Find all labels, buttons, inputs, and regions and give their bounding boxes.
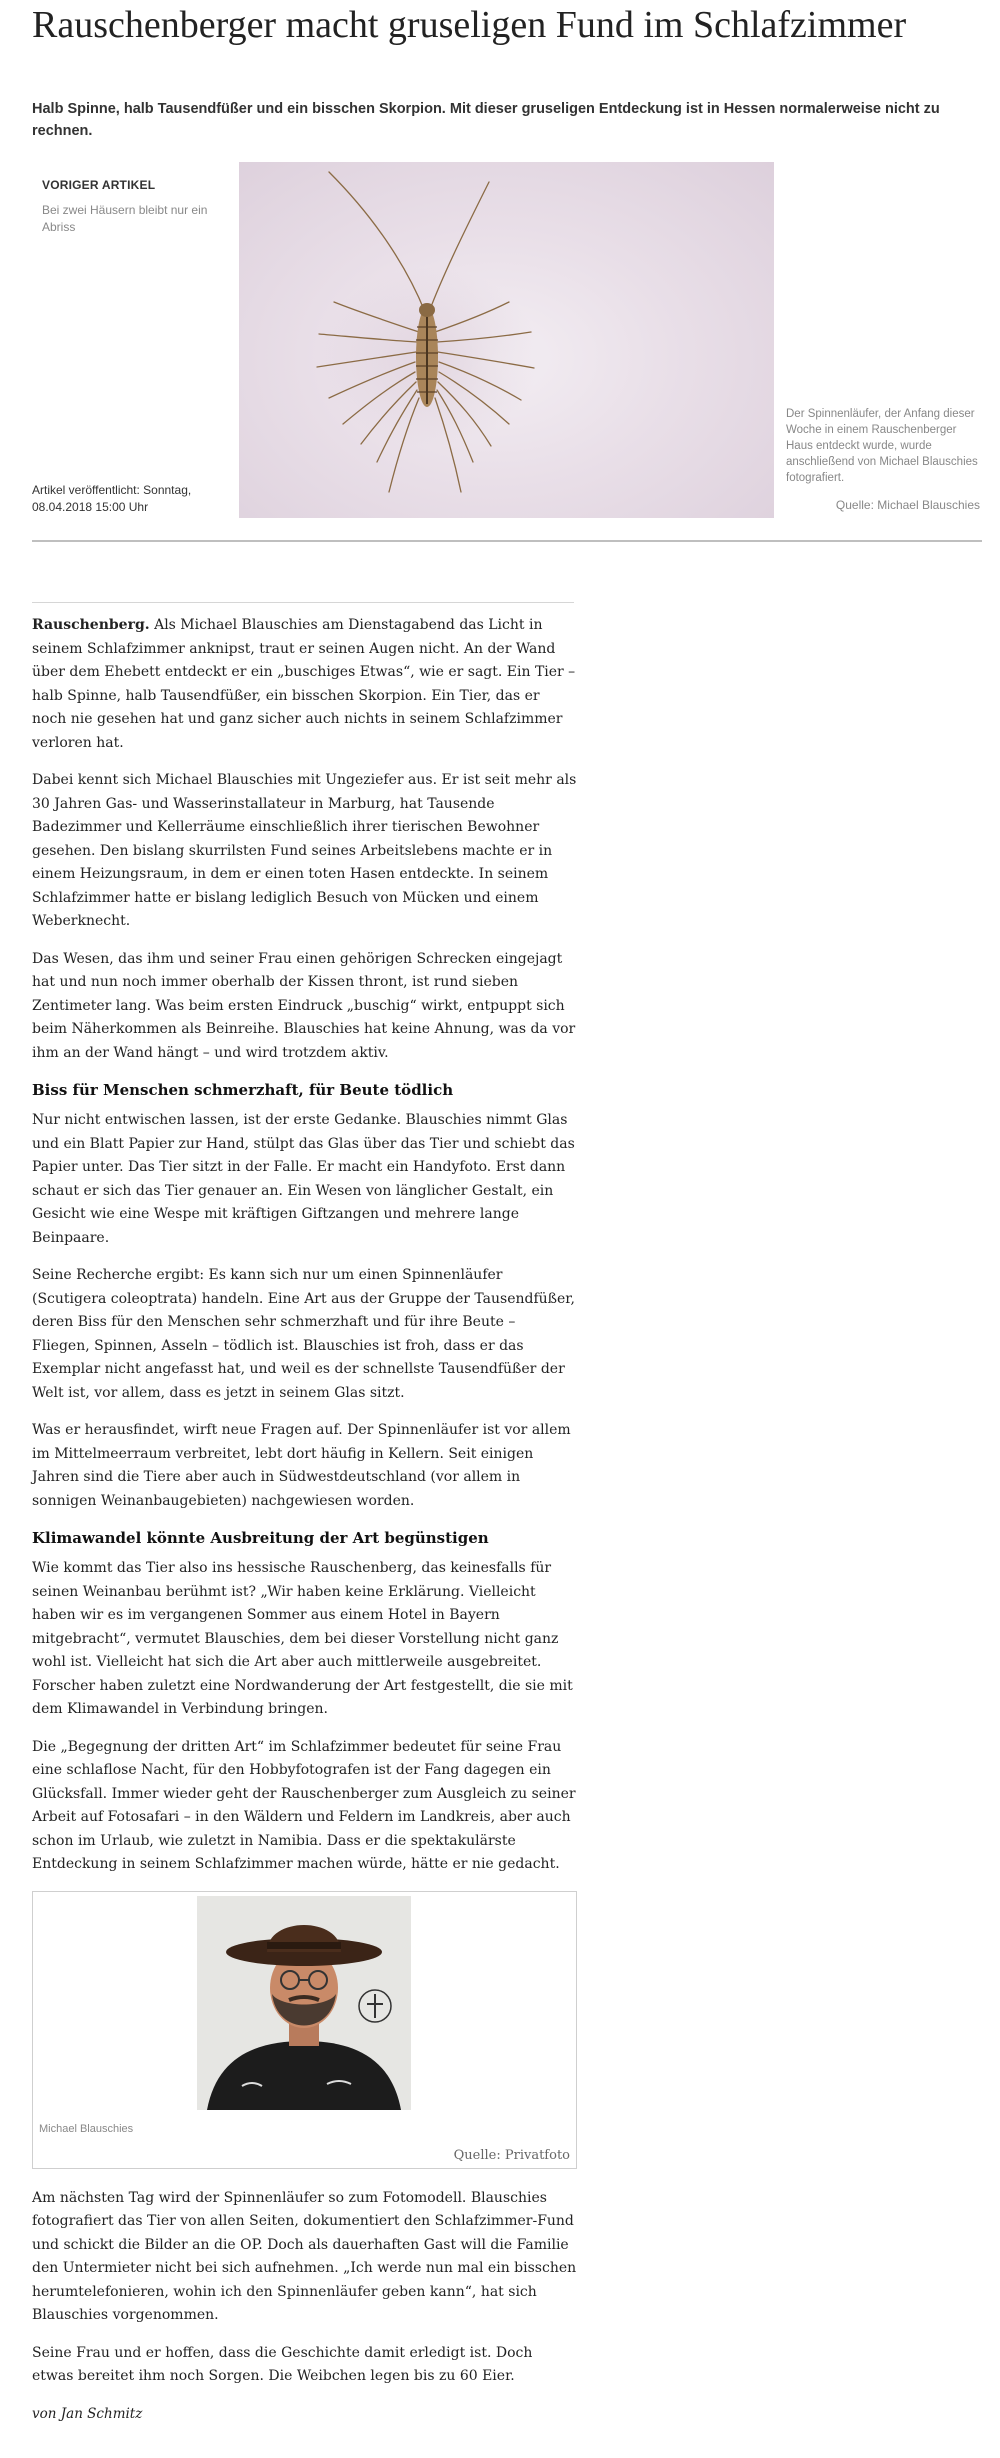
section-heading: Biss für Menschen schmerzhaft, für Beute tödlich	[32, 1081, 454, 1099]
dateline: Rauschenberg.	[32, 617, 150, 633]
divider	[32, 540, 982, 542]
paragraph: Das Wesen, das ihm und seiner Frau einen gehörigen Schrecken eingejagt hat und nun noch immer oberhalb der Kissen thront, ist rund sieben Zentimeter lang. Was beim ersten Eindruck „buschig“ wirkt, entpuppt sich beim Näherkommen als Beinreihe. Blauschies hat keine Ahnung, was da vor ihm an der Wand hängt – und wird trotzdem aktiv.	[32, 950, 576, 1061]
centipede-illustration	[239, 162, 774, 518]
paragraph: Was er herausfindet, wirft neue Fragen auf. Der Spinnenläufer ist vor allem im Mittelmeerraum verbreitet, lebt dort häufig in Kellern. Seit einigen Jahren sind die Tiere aber auch in Südwestdeutschland (vor allem in sonnigen Weinanbaugebieten) nachgewiesen worden.	[32, 1422, 571, 1509]
paragraph: Nur nicht entwischen lassen, ist der erste Gedanke. Blauschies nimmt Glas und ein Blatt Papier zur Hand, stülpt das Glas über das Tier und schiebt das Papier unter. Das Tier sitzt in der Falle. Er macht ein Handyfoto. Erst dann schaut er sich das Tier genauer an. Ein Wesen von länglicher Gestalt, ein Gesicht wie eine Wespe mit kräftigen Giftzangen und mehrere lange Beinpaare.	[32, 1112, 575, 1246]
publication-date: Artikel veröffentlicht: Sonntag, 08.04.2018 15:00 Uhr	[32, 483, 192, 514]
previous-article-link[interactable]	[42, 178, 212, 236]
paragraph: Seine Recherche ergibt: Es kann sich nur um einen Spinnenläufer (Scutigera coleoptrata) handeln. Eine Art aus der Gruppe der Tausendfüßer, deren Biss für den Menschen sehr schmerzhaft und für ihre Beute – Fliegen, Spinnen, Asseln – tödlich ist. Blauschies ist froh, dass er das Exemplar nicht angefasst hat, und weil es der schnellste Tausendfüßer der Welt ist, vor allem, dass es jetzt in seinem Glas sitzt.	[32, 1267, 575, 1401]
previous-article-label: VORIGER ARTIKEL	[42, 178, 156, 192]
paragraph: Am nächsten Tag wird der Spinnenläufer so zum Fotomodell. Blauschies fotografiert das Tier von allen Seiten, dokumentiert den Schlafzimmer-Fund und schickt die Bilder an die OP. Doch als dauerhaften Gast will die Familie den Untermieter nicht bei sich aufnehmen. „Ich werde nun mal ein bisschen herumtelefonieren, wohin ich den Spinnenläufer geben kann“, hat sich Blauschies vorgenommen.	[32, 2189, 577, 2323]
figure-caption: Michael Blauschies	[39, 2122, 134, 2135]
page-title: Rauschenberger macht gruseligen Fund im Schlafzimmer	[32, 4, 907, 46]
hero-image-source: Quelle: Michael Blauschies	[835, 498, 980, 512]
section-heading: Klimawandel könnte Ausbreitung der Art begünstigen	[32, 1529, 489, 1547]
inline-figure	[32, 1891, 577, 2169]
hero-image-caption: Der Spinnenläufer, der Anfang dieser Woche in einem Rauschenberger Haus entdeckt wurde, wurde anschließend von Michael Blauschies fotografiert.	[786, 408, 978, 484]
figure-source: Quelle: Privatfoto	[453, 2147, 570, 2163]
previous-article-title[interactable]: Bei zwei Häusern bleibt nur ein Abriss	[42, 203, 208, 234]
paragraph: Dabei kennt sich Michael Blauschies mit Ungeziefer aus. Er ist seit mehr als 30 Jahren Gas- und Wasserinstallateur in Marburg, hat Tausende Badezimmer und Kellerräume einschließlich ihrer tierischen Bewohner gesehen. Den bislang skurrilsten Fund seines Arbeitslebens machte er in einem Heizungsraum, in dem er einen toten Hasen entdeckte. In seinem Schlafzimmer hatte er bislang lediglich Besuch von Mücken und einem Weberknecht.	[32, 772, 577, 929]
paragraph: Die „Begegnung der dritten Art“ im Schlafzimmer bedeutet für seine Frau eine schlaflose Nacht, für den Hobbyfotografen ist der Fang dagegen ein Glücksfall. Immer wieder geht der Rauschenberger zum Ausgleich zu seiner Arbeit auf Fotosafari – in den Wäldern und Feldern im Landkreis, aber auch schon im Urlaub, wie zuletzt in Namibia. Dass er die spektakulärste Entdeckung in seinem Schlafzimmer machen würde, hätte er nie gedacht.	[32, 1738, 576, 1872]
article-lead: Halb Spinne, halb Tausendfüßer und ein bisschen Skorpion. Mit dieser gruseligen Entdeckung ist in Hessen normalerweise nicht zu rechnen.	[32, 101, 940, 139]
divider	[32, 602, 574, 603]
hero-image-centipede	[239, 162, 774, 518]
paragraph: Rauschenberg. Als Michael Blauschies am Dienstagabend das Licht in seinem Schlafzimmer anknipst, traut er seinen Augen nicht. An der Wand über dem Ehebett entdeckt er ein „buschiges Etwas“, wie er sagt. Ein Tier – halb Spinne, halb Tausendfüßer, ein bisschen Skorpion. Ein Tier, das er noch nie gesehen hat und ganz sicher auch nichts in seinem Schlafzimmer verloren hat.	[32, 617, 576, 751]
paragraph: Seine Frau und er hoffen, dass die Geschichte damit erledigt ist. Doch etwas bereitet ihm noch Sorgen. Die Weibchen legen bis zu 60 Eier.	[32, 2344, 533, 2384]
portrait-photo	[197, 1896, 411, 2110]
author-byline: von Jan Schmitz	[32, 2405, 143, 2422]
man-with-hat-illustration	[197, 1896, 411, 2110]
paragraph: Wie kommt das Tier also ins hessische Rauschenberg, das keinesfalls für seinen Weinanbau berühmt ist? „Wir haben keine Erklärung. Vielleicht haben wir es im vergangenen Sommer aus einem Hotel in Bayern mitgebracht“, vermutet Blauschies, dem bei dieser Vorstellung nicht ganz wohl ist. Vielleicht hat sich die Art aber auch mittlerweile ausgebreitet. Forscher haben zuletzt eine Nordwanderung der Art festgestellt, die sie mit dem Klimawandel in Verbindung bringen.	[32, 1560, 573, 1717]
article-body	[32, 614, 577, 2440]
